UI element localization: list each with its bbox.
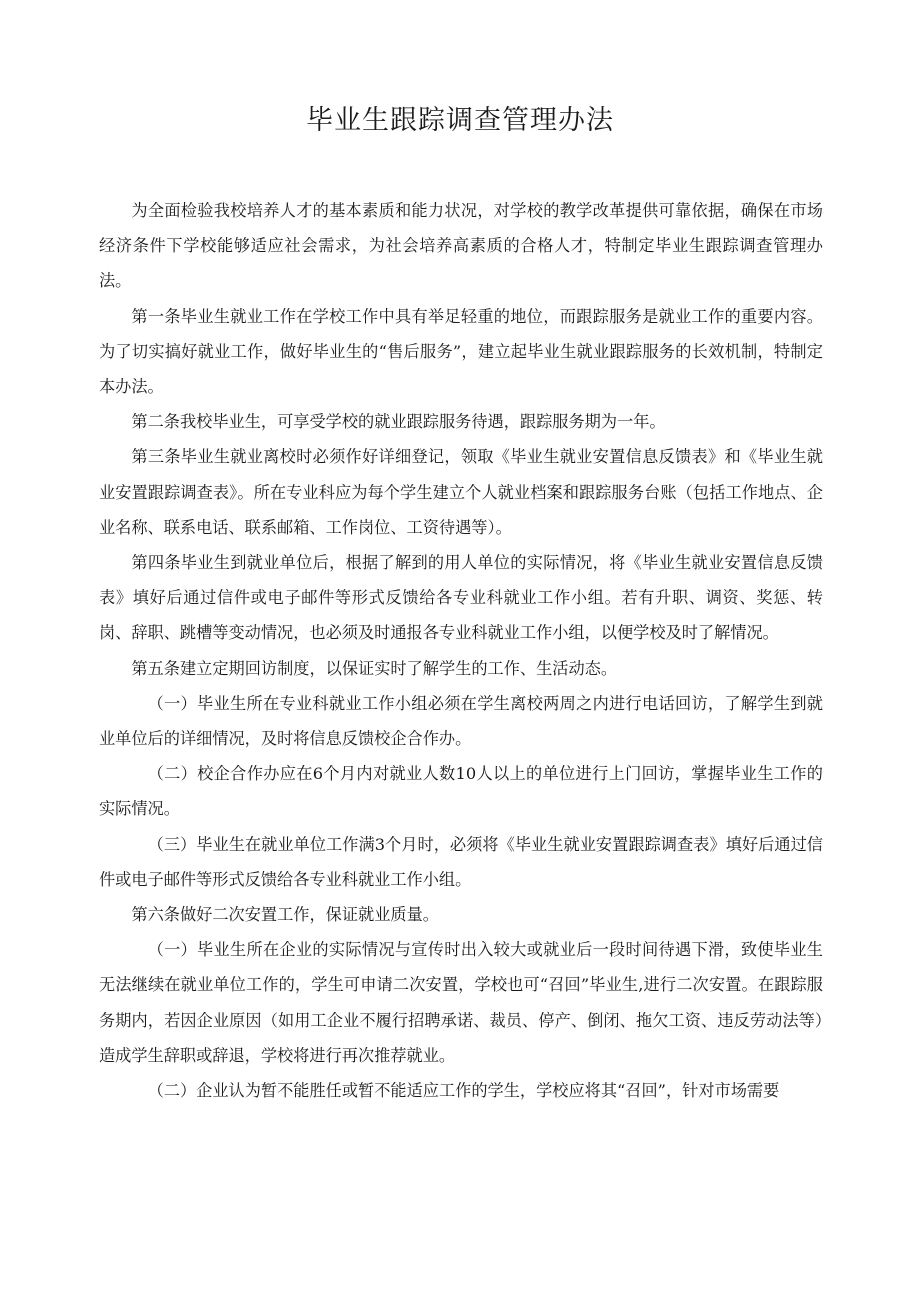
paragraph-article-5-1: （一）毕业生所在专业科就业工作小组必须在学生离校两周之内进行电话回访，了解学生到就业单位后的详细情况，及时将信息反馈校企合作办。 [99, 693, 823, 749]
paragraph-article-5: 第五条建立定期回访制度，以保证实时了解学生的工作、生活动态。 [131, 658, 618, 678]
paragraph-article-1: 第一条毕业生就业工作在学校工作中具有举足轻重的地位，而跟踪服务是就业工作的重要内容。为了切实搞好就业工作，做好毕业生的“售后服务”，建立起毕业生就业跟踪服务的长效机制，特制定本办法。 [99, 306, 823, 397]
document-body [99, 193, 823, 1108]
paragraph-article-6-1: （一）毕业生所在企业的实际情况与宣传时出入较大或就业后一段时间待遇下滑，致使毕业生无法继续在就业单位工作的，学生可申请二次安置，学校也可“召回”毕业生,进行二次安置。在跟踪服务期内，若因企业原因（如用工企业不履行招聘承诺、裁员、停产、倒闭、拖欠工资、违反劳动法等）造成学生辞职或辞退，学校将进行再次推荐就业。 [99, 940, 823, 1065]
paragraph-article-2: 第二条我校毕业生，可享受学校的就业跟踪服务待遇，跟踪服务期为一年。 [131, 412, 666, 432]
document-title: 毕业生跟踪调查管理办法 [306, 105, 614, 136]
paragraph-article-5-2: （二）校企合作办应在6个月内对就业人数10人以上的单位进行上门回访，掌握毕业生工作的实际情况。 [99, 764, 823, 819]
paragraph-intro: 为全面检验我校培养人才的基本素质和能力状况，对学校的教学改革提供可靠依据，确保在市场经济条件下学校能够适应社会需求，为社会培养高素质的合格人才，特制定毕业生跟踪调查管理办法。 [99, 201, 823, 291]
paragraph-article-4: 第四条毕业生到就业单位后，根据了解到的用人单位的实际情况，将《毕业生就业安置信息反馈表》填好后通过信件或电子邮件等形式反馈给各专业科就业工作小组。若有升职、调资、奖惩、转岗、辞职、跳槽等变动情况，也必须及时通报各专业科就业工作小组，以便学校及时了解情况。 [99, 553, 823, 643]
paragraph-article-5-3: （三）毕业生在就业单位工作满3个月时，必须将《毕业生就业安置跟踪调查表》填好后通过信件或电子邮件等形式反馈给各专业科就业工作小组。 [99, 834, 823, 889]
paragraph-article-3: 第三条毕业生就业离校时必须作好详细登记，领取《毕业生就业安置信息反馈表》和《毕业生就业安置跟踪调查表》。所在专业科应为每个学生建立个人就业档案和跟踪服务台账（包括工作地点、企业名称、联系电话、联系邮箱、工作岗位、工资待遇等）。 [99, 447, 823, 537]
paragraph-article-6-2: （二）企业认为暂不能胜任或暂不能适应工作的学生，学校应将其“召回”，针对市场需要 [147, 1081, 780, 1101]
paragraph-article-6: 第六条做好二次安置工作，保证就业质量。 [131, 905, 439, 925]
